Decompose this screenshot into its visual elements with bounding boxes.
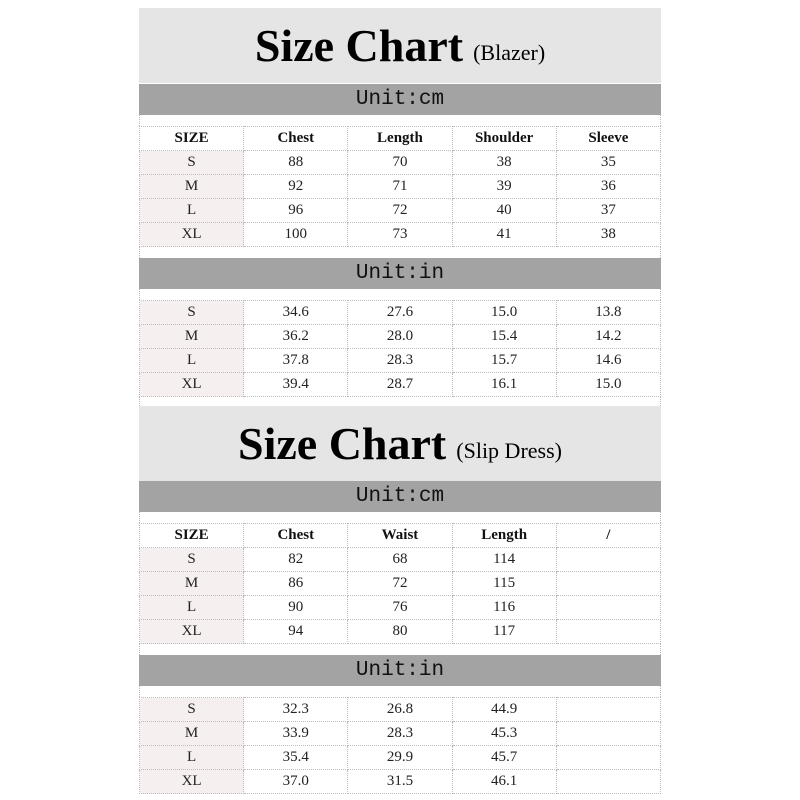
measurement-cell: 37 bbox=[556, 199, 660, 223]
measurement-cell: 80 bbox=[348, 620, 452, 644]
measurement-cell: 37.8 bbox=[244, 349, 348, 373]
table-row bbox=[140, 223, 661, 247]
size-cell: L bbox=[140, 199, 244, 223]
measurement-cell: 45.7 bbox=[452, 746, 556, 770]
measurement-cell bbox=[556, 620, 660, 644]
measurement-cell bbox=[556, 746, 660, 770]
unit-band-cm: Unit:cm bbox=[139, 481, 661, 512]
table-row bbox=[140, 151, 661, 175]
column-header: SIZE bbox=[140, 127, 244, 151]
table-row bbox=[140, 175, 661, 199]
unit-band-in: Unit:in bbox=[139, 655, 661, 686]
chart-title: Size Chart bbox=[254, 20, 464, 71]
measurement-cell: 38 bbox=[556, 223, 660, 247]
measurement-cell: 45.3 bbox=[452, 722, 556, 746]
table-row bbox=[140, 722, 661, 746]
measurement-cell: 28.0 bbox=[348, 325, 452, 349]
chart-subtitle: (Blazer) bbox=[473, 39, 546, 65]
spacer bbox=[139, 115, 661, 126]
measurement-cell: 31.5 bbox=[348, 770, 452, 794]
title-band-blazer bbox=[139, 8, 661, 83]
measurement-cell: 28.3 bbox=[348, 722, 452, 746]
spacer bbox=[139, 246, 661, 258]
measurement-cell: 72 bbox=[348, 199, 452, 223]
table-body bbox=[140, 127, 661, 247]
measurement-cell bbox=[556, 548, 660, 572]
measurement-cell: 100 bbox=[244, 223, 348, 247]
measurement-cell: 92 bbox=[244, 175, 348, 199]
measurement-cell: 32.3 bbox=[244, 698, 348, 722]
size-cell: M bbox=[140, 572, 244, 596]
measurement-cell: 16.1 bbox=[452, 373, 556, 397]
size-table-blazer-cm bbox=[139, 126, 661, 247]
spacer bbox=[139, 643, 661, 655]
measurement-cell: 15.0 bbox=[556, 373, 660, 397]
table-row bbox=[140, 373, 661, 397]
measurement-cell: 29.9 bbox=[348, 746, 452, 770]
table-header-row bbox=[140, 127, 661, 151]
measurement-cell: 35.4 bbox=[244, 746, 348, 770]
size-cell: XL bbox=[140, 223, 244, 247]
measurement-cell: 35 bbox=[556, 151, 660, 175]
size-cell: M bbox=[140, 722, 244, 746]
measurement-cell: 76 bbox=[348, 596, 452, 620]
measurement-cell: 15.0 bbox=[452, 301, 556, 325]
measurement-cell: 88 bbox=[244, 151, 348, 175]
size-cell: S bbox=[140, 548, 244, 572]
measurement-cell: 37.0 bbox=[244, 770, 348, 794]
measurement-cell: 28.3 bbox=[348, 349, 452, 373]
measurement-cell bbox=[556, 596, 660, 620]
size-cell: S bbox=[140, 151, 244, 175]
table-row bbox=[140, 199, 661, 223]
measurement-cell: 46.1 bbox=[452, 770, 556, 794]
measurement-cell: 38 bbox=[452, 151, 556, 175]
measurement-cell: 40 bbox=[452, 199, 556, 223]
measurement-cell: 70 bbox=[348, 151, 452, 175]
measurement-cell: 82 bbox=[244, 548, 348, 572]
table-row bbox=[140, 770, 661, 794]
table-row bbox=[140, 596, 661, 620]
spacer bbox=[139, 396, 661, 406]
measurement-cell: 39.4 bbox=[244, 373, 348, 397]
measurement-cell: 114 bbox=[452, 548, 556, 572]
size-cell: L bbox=[140, 596, 244, 620]
column-header: Chest bbox=[244, 127, 348, 151]
chart-subtitle: (Slip Dress) bbox=[456, 437, 562, 463]
measurement-cell: 36.2 bbox=[244, 325, 348, 349]
column-header: Shoulder bbox=[452, 127, 556, 151]
size-cell: XL bbox=[140, 620, 244, 644]
measurement-cell: 41 bbox=[452, 223, 556, 247]
table-row bbox=[140, 620, 661, 644]
measurement-cell: 115 bbox=[452, 572, 556, 596]
table-row bbox=[140, 301, 661, 325]
measurement-cell: 72 bbox=[348, 572, 452, 596]
column-header: SIZE bbox=[140, 524, 244, 548]
measurement-cell: 39 bbox=[452, 175, 556, 199]
column-header: Chest bbox=[244, 524, 348, 548]
measurement-cell bbox=[556, 572, 660, 596]
table-body bbox=[140, 698, 661, 794]
measurement-cell: 14.6 bbox=[556, 349, 660, 373]
measurement-cell: 27.6 bbox=[348, 301, 452, 325]
size-cell: L bbox=[140, 746, 244, 770]
measurement-cell: 33.9 bbox=[244, 722, 348, 746]
measurement-cell: 68 bbox=[348, 548, 452, 572]
measurement-cell bbox=[556, 698, 660, 722]
size-cell: XL bbox=[140, 770, 244, 794]
size-cell: M bbox=[140, 175, 244, 199]
column-header: Waist bbox=[348, 524, 452, 548]
table-row bbox=[140, 548, 661, 572]
measurement-cell: 116 bbox=[452, 596, 556, 620]
size-cell: L bbox=[140, 349, 244, 373]
table-row bbox=[140, 325, 661, 349]
size-table-blazer-in bbox=[139, 300, 661, 397]
spacer bbox=[139, 686, 661, 697]
measurement-cell: 90 bbox=[244, 596, 348, 620]
title-band-slip-dress bbox=[139, 406, 661, 481]
column-header: Length bbox=[452, 524, 556, 548]
measurement-cell: 26.8 bbox=[348, 698, 452, 722]
measurement-cell: 73 bbox=[348, 223, 452, 247]
size-cell: S bbox=[140, 698, 244, 722]
size-cell: M bbox=[140, 325, 244, 349]
size-table-slip-dress-cm bbox=[139, 523, 661, 644]
table-row bbox=[140, 746, 661, 770]
measurement-cell: 96 bbox=[244, 199, 348, 223]
measurement-cell: 71 bbox=[348, 175, 452, 199]
table-body bbox=[140, 524, 661, 644]
table-header-row bbox=[140, 524, 661, 548]
size-cell: S bbox=[140, 301, 244, 325]
table-row bbox=[140, 698, 661, 722]
measurement-cell: 28.7 bbox=[348, 373, 452, 397]
measurement-cell: 15.7 bbox=[452, 349, 556, 373]
measurement-cell: 36 bbox=[556, 175, 660, 199]
measurement-cell: 86 bbox=[244, 572, 348, 596]
spacer bbox=[139, 512, 661, 523]
table-row bbox=[140, 572, 661, 596]
measurement-cell: 44.9 bbox=[452, 698, 556, 722]
spacer bbox=[139, 289, 661, 300]
measurement-cell: 14.2 bbox=[556, 325, 660, 349]
measurement-cell: 94 bbox=[244, 620, 348, 644]
measurement-cell bbox=[556, 722, 660, 746]
measurement-cell: 13.8 bbox=[556, 301, 660, 325]
unit-band-cm: Unit:cm bbox=[139, 84, 661, 115]
column-header: Length bbox=[348, 127, 452, 151]
column-header: Sleeve bbox=[556, 127, 660, 151]
size-cell: XL bbox=[140, 373, 244, 397]
table-row bbox=[140, 349, 661, 373]
measurement-cell: 34.6 bbox=[244, 301, 348, 325]
size-table-slip-dress-in bbox=[139, 697, 661, 794]
chart-title: Size Chart bbox=[238, 418, 447, 469]
table-body bbox=[140, 301, 661, 397]
column-header: / bbox=[556, 524, 660, 548]
measurement-cell bbox=[556, 770, 660, 794]
measurement-cell: 15.4 bbox=[452, 325, 556, 349]
unit-band-in: Unit:in bbox=[139, 258, 661, 289]
measurement-cell: 117 bbox=[452, 620, 556, 644]
